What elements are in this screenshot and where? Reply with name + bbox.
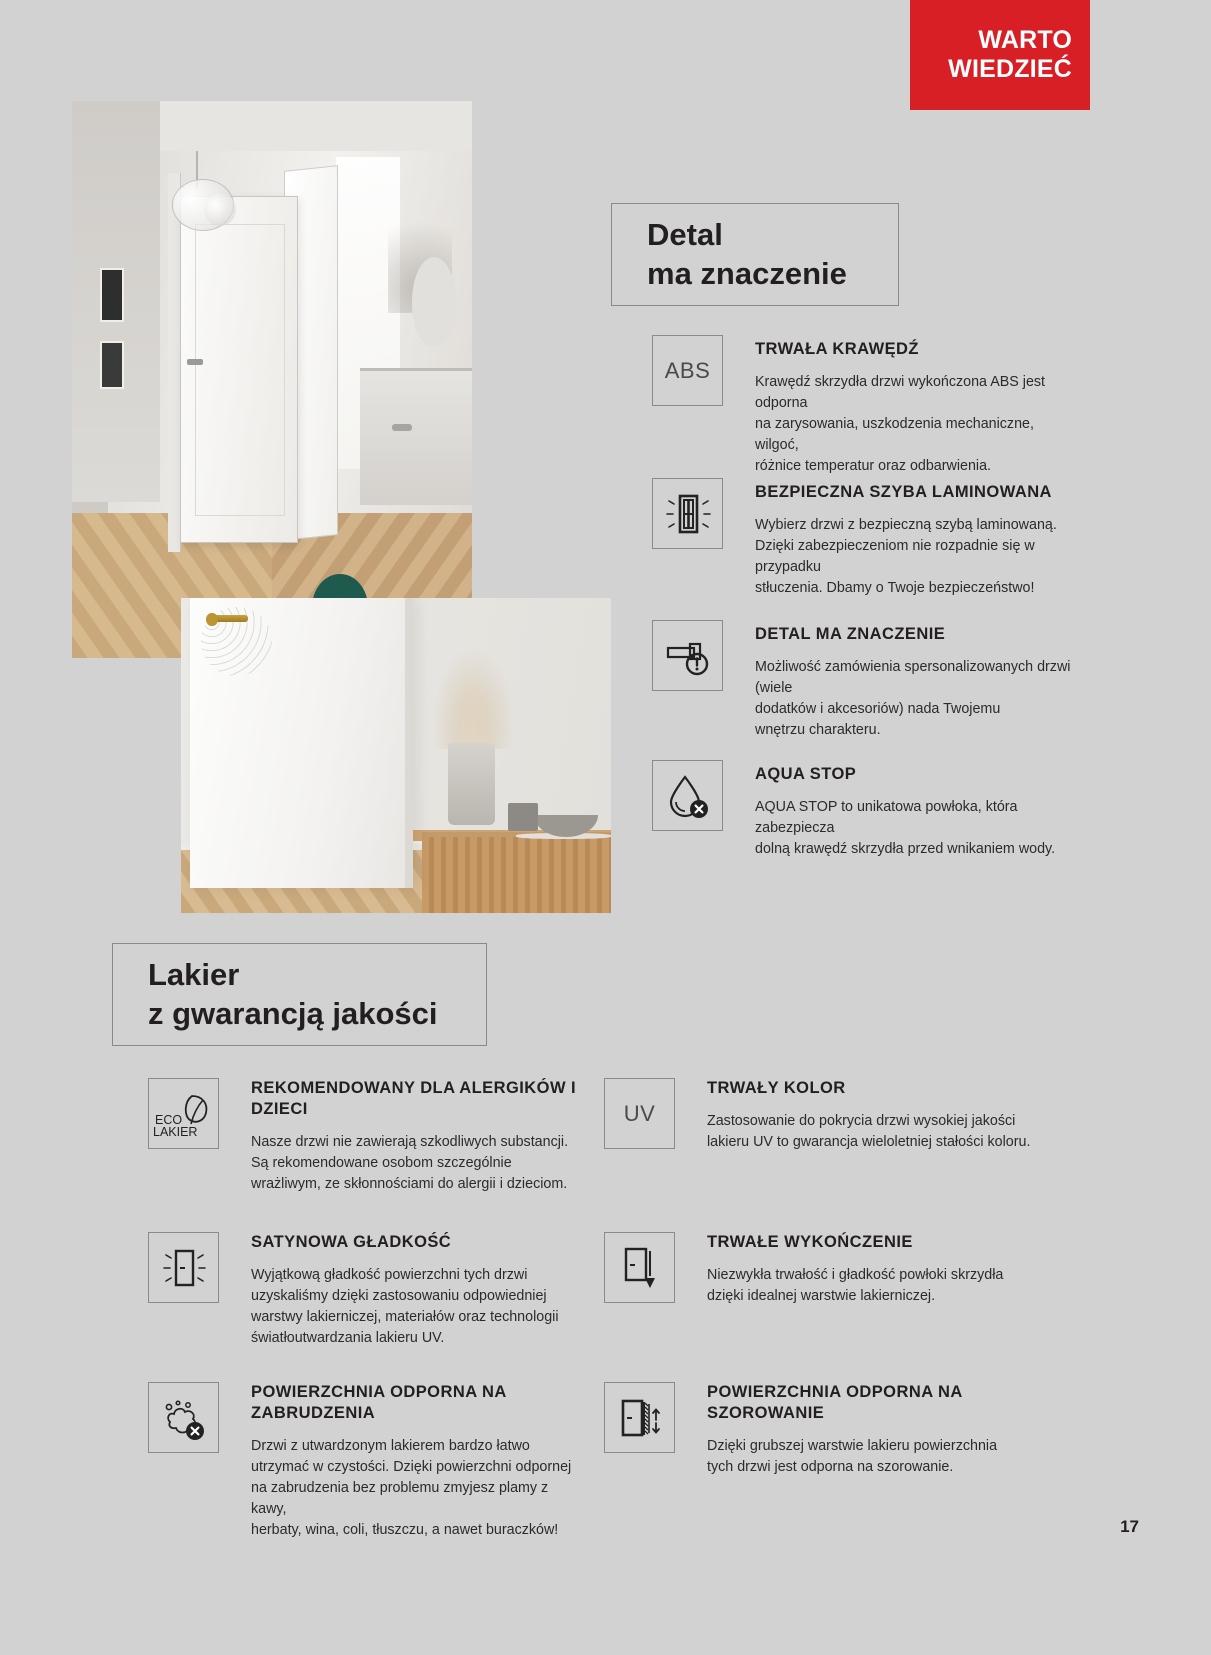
feature-text-line: Wybierz drzwi z bezpieczną szybą laminowaną. [755,517,1057,534]
feature-text-line: Dzięki zabezpieczeniom nie rozpadnie się w przypadku [755,537,1035,575]
feature-text-line: różnice temperatur oraz odbarwienia. [755,457,992,474]
feature-text-line: stłuczenia. Dbamy o Twoje bezpieczeństwo! [755,579,1035,596]
heading-detal-line-2: ma znaczenie [647,255,847,291]
feature-title-line: KOLOR [783,1079,846,1097]
feature-title-line: GŁADKOŚĆ [353,1233,452,1251]
feature-text-line: AQUA STOP to unikatowa powłoka, która zabezpiecza [755,799,1018,836]
feature-trwaly-kolor [604,1078,1044,1153]
feature-text-line: uzyskaliśmy dzięki zastosowaniu odpowiedniej [251,1287,547,1304]
feature-text-line: wnętrzu charakteru. [755,721,881,738]
feature-text-line: na zabrudzenia bez problemu zmyjesz plamy z kawy, [251,1479,549,1517]
feature-text [251,1265,559,1348]
feature-detal-ma-znaczenie [652,620,1072,741]
feature-text [707,1111,1030,1153]
feature-text [755,515,1072,598]
water-drop-stop-icon [652,760,723,831]
feature-title-line: NA ZABRUDZENIA [251,1383,507,1423]
eco-icon-label-1: ECO [154,1112,182,1127]
feature-text-line: światłoutwardzania lakieru UV. [251,1329,445,1346]
uv-icon-label: UV [623,1100,656,1126]
heading-lakier-line-2: z gwarancją jakości [148,995,438,1031]
feature-text-line: Dzięki grubszej warstwie lakieru powierzchnia [707,1438,998,1455]
feature-text-line: dodatków i akcesoriów) nada Twojemu [755,700,1001,717]
scrub-resistant-door-icon [604,1382,675,1453]
feature-text-line: Są rekomendowane osobom szczególnie [251,1155,512,1172]
feature-title-line: POWIERZCHNIA ODPORNA [707,1383,933,1401]
heading-lakier-line-1: Lakier [148,957,240,993]
feature-title [707,1078,1030,1099]
feature-text-line: herbaty, wina, coli, tłuszczu, a nawet buraczków! [251,1521,559,1538]
durable-finish-door-icon [604,1232,675,1303]
feature-text-line: utrzymać w czystości. Dzięki powierzchni odpornej [251,1459,572,1476]
feature-text-line: dzięki idealnej warstwie lakierniczej. [707,1287,936,1304]
feature-title-line: NA SZOROWANIE [707,1383,963,1423]
feature-title: AQUA STOP [755,765,857,783]
feature-text-line: lakieru UV to gwarancja wieloletniej stałości koloru. [707,1133,1031,1150]
feature-bezpieczna-szyba [652,478,1072,599]
stain-resistant-icon [148,1382,219,1453]
feature-text [755,657,1072,740]
feature-text [755,372,1072,476]
feature-text-line: Możliwość zamówienia spersonalizowanych drzwi (wiele [755,659,1071,696]
heading-detal-ma-znaczenie [611,203,899,306]
feature-title-line: TRWAŁY [707,1079,779,1097]
feature-text-line: Niezwykła trwałość i gładkość powłoki skrzydła [707,1267,1004,1284]
feature-text [707,1436,1044,1478]
feature-text-line: Zastosowanie do pokrycia drzwi wysokiej jakości [707,1113,1016,1130]
feature-aqua-stop [652,760,1072,860]
heading-lakier-z-gwarancja-jakosci [112,943,487,1046]
feature-trwala-krawedz [652,335,1072,476]
feature-title-line: WYKOŃCZENIE [784,1233,913,1251]
eco-icon-label-2: LAKIER [152,1124,197,1139]
warto-wiedziec-badge [910,0,1090,110]
feature-title-line: SATYNOWA [251,1233,349,1251]
feature-text [755,797,1072,860]
feature-text [251,1436,580,1540]
laminated-glass-door-icon [652,478,723,549]
feature-title-line: POWIERZCHNIA ODPORNA [251,1383,477,1401]
feature-title [707,1232,1003,1253]
smooth-door-shine-icon [148,1232,219,1303]
badge-line-2: WIEDZIEĆ [948,55,1072,83]
badge-line-1: WARTO [978,25,1072,54]
feature-text-line: dolną krawędź skrzydła przed wnikaniem wody. [755,840,1056,857]
hallway-interior-photo [72,101,472,658]
feature-text-line: Nasze drzwi nie zawierają szkodliwych substancji. [251,1134,569,1151]
feature-title: TRWAŁA KRAWĘDŹ [755,340,919,358]
door-handle-exclamation-icon [652,620,723,691]
feature-rekomendowany-dla-alergikow [148,1078,580,1195]
abs-icon-label: ABS [664,357,711,383]
feature-text-line: na zarysowania, uszkodzenia mechaniczne, wilgoć, [755,415,1034,453]
feature-powierzchnia-odporna-na-szorowanie [604,1382,1044,1478]
feature-title [707,1382,1044,1424]
feature-title [251,1078,580,1120]
feature-text [251,1132,580,1195]
feature-text [707,1265,1003,1307]
feature-text-line: wrażliwym, ze skłonnościami do alergii i dzieciom. [251,1175,568,1192]
heading-detal-line-1: Detal [647,217,723,253]
feature-text-line: Krawędź skrzydła drzwi wykończona ABS jest odporna [755,374,1046,411]
feature-powierzchnia-odporna-na-zabrudzenia [148,1382,580,1541]
eco-lakier-leaf-icon [148,1078,219,1149]
feature-text-line: Wyjątkową gładkość powierzchni tych drzwi [251,1267,528,1284]
feature-title-line: REKOMENDOWANY [251,1079,416,1097]
page-number: 17 [1120,1517,1139,1536]
feature-title-line: DLA ALERGIKÓW I DZIECI [251,1079,577,1119]
feature-title [251,1232,559,1253]
feature-text-line: tych drzwi jest odporna na szorowanie. [707,1459,954,1476]
feature-title: DETAL MA ZNACZENIE [755,625,946,643]
feature-title: BEZPIECZNA SZYBA LAMINOWANA [755,483,1052,501]
feature-title [251,1382,580,1424]
feature-satynowa-gladkosc [148,1232,580,1349]
door-detail-photo [181,598,611,913]
uv-badge-icon [604,1078,675,1149]
feature-trwale-wykonczenie [604,1232,1044,1307]
feature-text-line: warstwy lakierniczej, materiałów oraz technologii [251,1308,559,1325]
abs-badge-icon [652,335,723,406]
feature-text-line: Drzwi z utwardzonym lakierem bardzo łatwo [251,1438,530,1455]
feature-title-line: TRWAŁE [707,1233,780,1251]
